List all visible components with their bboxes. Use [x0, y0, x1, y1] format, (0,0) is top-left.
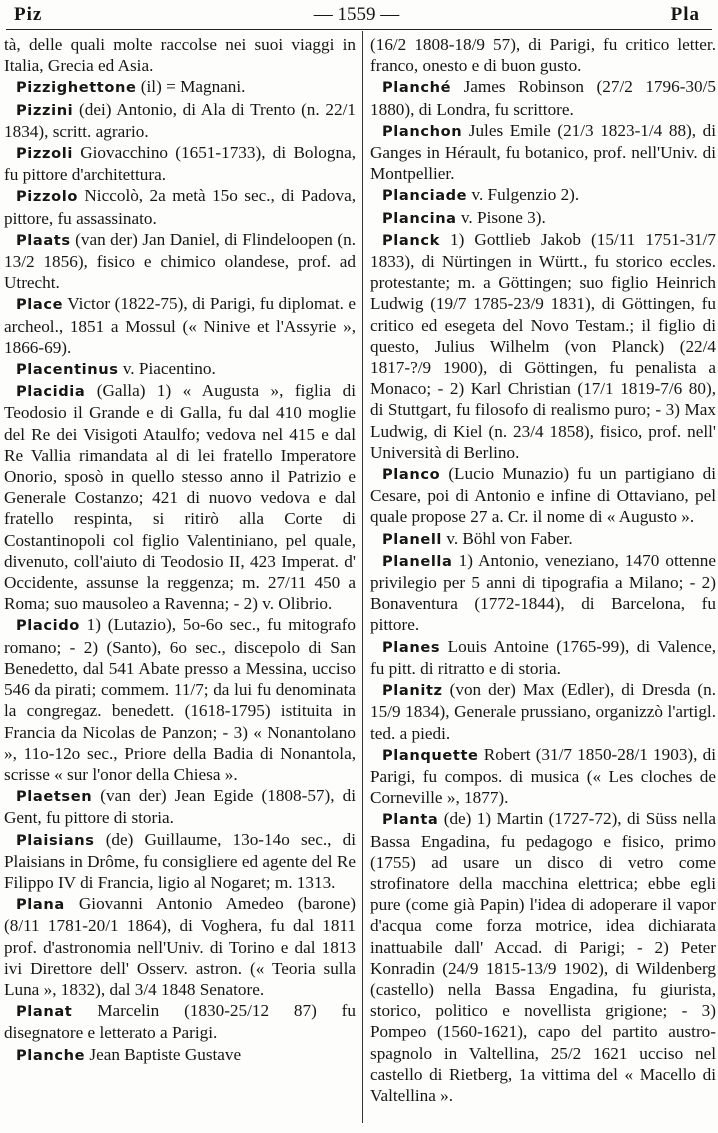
dictionary-entry [4, 614, 356, 785]
dictionary-entry [4, 358, 356, 380]
entry-text: (dei) Antonio, di Ala di Trento (n. 22/1 1834), scritt. agrario. [4, 99, 356, 141]
dictionary-entry [370, 808, 716, 1106]
entry-text: Giovanni Antonio Amedeo (barone) (8/11 1781-20/1 1864), di Voghera, fu dal 1811 prof. d'astronomia nell'Univ. di Torino e dal 1813 ivi Direttore dell' Osserv. astron. (« Teoria sulla Luna », 1832), dal 3/4 1848 Senatore. [4, 894, 356, 999]
entry-text: (Galla) 1) « Augusta », figlia di Teodosio il Grande e di Galla, fu dal 410 moglie del Re dei Visigoti Ataulfo; vedova nel 415 e dal Re Vallia rimandata al di lei fratello Imperatore Onorio, sposò in quello stesso anno il Patrizio e Generale Costanzo; 421 di nuovo vedova e dal fratello respinta, si ritirò alla Corte di Costantinopoli col figlio Valentiniano, pel quale, divenuto, coll'aiuto di Teodosio II, 423 Imperat. d' Occidente, assunse la reggenza; m. 27/11 450 a Roma; suo mausoleo a Ravenna; - 2) v. Olibrio. [4, 381, 356, 614]
entry-text: v. Pisone 3). [456, 207, 546, 227]
entry-headword: Plana [16, 896, 65, 914]
dictionary-entry [370, 184, 716, 206]
entry-text: Jean Baptiste Gustave [85, 1044, 242, 1064]
dictionary-entry [370, 76, 716, 119]
left-column [4, 34, 356, 1066]
entry-text: (de) Guillaume, 13o-14o sec., di Plaisians in Drôme, fu consigliere ed agente del Re Filippo IV di Francia, ligio al Nogaret; m. 1313. [4, 829, 356, 892]
entry-text: (von der) Max (Edler), di Dresda (n. 15/9 1834), Generale prussiano, organizzò l'artigl. ted. a piedi. [370, 680, 716, 743]
entry-headword: Planco [382, 466, 441, 484]
dictionary-entry [4, 1044, 356, 1066]
entry-headword: Pizzighettone [16, 79, 137, 97]
entry-headword: Plaisians [16, 831, 95, 849]
entry-text: Louis Antoine (1765-99), di Valence, fu pitt. di ritratto e di storia. [370, 636, 716, 678]
dictionary-entry [4, 185, 356, 228]
dictionary-entry [4, 1000, 356, 1043]
entry-text: 1) Gottlieb Jakob (15/11 1751-31/7 1833), di Nürtingen in Württ., fu storico eccles. protestante; m. a Göttingen; suo figlio Heinrich Ludwig (19/7 1785-23/9 1831), di Göttingen, fu critico ed esegeta del Novo Testam.; il figlio di questo, Julius Wilhelm (von Planck) (22/4 1817-?/9 1900), di Göttingen, fu penalista a Monaco; - 2) Karl Christian (17/1 1819-7/6 80), di Stuttgart, fu filosofo di realismo puro; - 3) Max Ludwig, di Kiel (n. 23/4 1858), fisico, prof. nell' Università di Berlino. [370, 229, 716, 462]
page-number: — 1559 — [313, 4, 400, 25]
entry-headword: Plaats [16, 231, 71, 249]
entry-text: 1) Antonio, veneziano, 1470 ottenne privilegio per 5 anni di tipografia a Milano; - 2) Bonaventura (1772-1844), di Barcelona, fu pittore. [370, 550, 716, 635]
dictionary-entry [4, 99, 356, 142]
dictionary-entry [4, 229, 356, 294]
entry-headword: Plaetsen [16, 788, 93, 806]
dictionary-entry [370, 744, 716, 809]
entry-headword: Planell [382, 530, 443, 548]
entry-text: Marcelin (1830-25/12 87) fu disegnatore e letterato a Parigi. [4, 1001, 356, 1043]
entry-headword: Pizzolo [16, 188, 78, 206]
dictionary-entry [4, 76, 356, 98]
dictionary-entry [4, 893, 356, 1000]
entry-text: v. Böhl von Faber. [442, 528, 573, 548]
dictionary-entry [4, 293, 356, 358]
dictionary-entry [4, 380, 356, 614]
column-divider [362, 31, 363, 1123]
entry-headword: Planes [382, 638, 441, 656]
entry-headword: Placentinus [16, 361, 119, 379]
entry-text: (van der) Jan Daniel, di Flindeloopen (n. 13/2 1856), fisico e chimico olandese, prof. ad Utrecht. [4, 229, 356, 293]
dictionary-entry [370, 463, 716, 528]
dictionary-entry [4, 34, 356, 76]
header-right-guideword: Pla [670, 4, 700, 25]
dictionary-entry [370, 229, 716, 463]
entry-text: (de) 1) Martin (1727-72), di Süss nella Bassa Engadina, fu pedagogo e fisico, primo (1755) ad usare un disco di vetro come strofinatore della macchina elettrica; ebbe egli pure (come già Papin) l'idea di adoperare il vapor d'acqua come forza motrice, idea dichiarata inattuabile dall' Accad. di Parigi; - 2) Peter Konradin (24/9 1815-13/9 1902), di Wildenberg (castello) nella Bassa Engadina, fu giurista, storico, politico e novellista grigione; - 3) Pompeo (1560-1621), capo del partito austro-spagnolo in Valtellina, 25/2 1621 ucciso nel castello di Rietberg, 1a vittima del « Macello di Valtellina ». [370, 809, 716, 1105]
entry-text: v. Fulgenzio 2). [467, 185, 580, 205]
dictionary-entry [370, 679, 716, 744]
entry-headword: Planchon [382, 122, 463, 140]
entry-text: Victor (1822-75), di Parigi, fu diplomat. e archeol., 1851 a Mossul (« Ninive et l'Assyrie », 1866-69). [4, 294, 356, 357]
right-column [370, 34, 716, 1106]
entry-headword: Planta [382, 811, 439, 829]
entry-headword: Planella [382, 552, 453, 570]
dictionary-entry [370, 636, 716, 679]
entry-headword: Pizzini [16, 101, 74, 119]
dictionary-entry [4, 142, 356, 185]
dictionary-entry [4, 785, 356, 828]
entry-text: Niccolò, 2a metà 15o sec., di Padova, pittore, fu assassinato. [4, 186, 356, 228]
entry-headword: Planck [382, 231, 440, 249]
entry-text: Jules Emile (21/3 1823-1/4 88), di Ganges in Hérault, fu botanico, prof. nell'Univ. di Montpellier. [370, 120, 716, 184]
header-rule [6, 29, 712, 30]
entry-text: Robert (31/7 1850-28/1 1903), di Parigi, fu compos. di musica (« Les cloches de Corneville », 1877). [370, 744, 716, 808]
entry-text: tà, delle quali molte raccolse nei suoi viaggi in Italia, Grecia ed Asia. [4, 35, 356, 76]
entry-text: Giovacchino (1651-1733), di Bologna, fu pittore d'architettura. [4, 143, 356, 185]
entry-headword: Planitz [382, 682, 443, 700]
entry-headword: Pizzoli [16, 145, 73, 163]
entry-text: v. Piacentino. [118, 359, 216, 379]
dictionary-entry [370, 550, 716, 636]
entry-headword: Planquette [382, 746, 479, 764]
dictionary-entry [370, 34, 716, 76]
dictionary-entry [370, 120, 716, 185]
entry-headword: Plancina [382, 209, 457, 227]
entry-text: (16/2 1808-18/9 57), di Parigi, fu critico letter. franco, onesto e di buon gusto. [370, 35, 716, 76]
entry-headword: Placido [16, 617, 80, 635]
dictionary-entry [370, 207, 716, 229]
header-left-guideword: Piz [14, 4, 43, 25]
dictionary-entry [4, 829, 356, 894]
entry-headword: Placidia [16, 383, 86, 401]
entry-headword: Place [16, 296, 64, 314]
entry-text: (il) = Magnani. [136, 77, 246, 97]
entry-headword: Planciade [382, 187, 468, 205]
entry-headword: Planat [16, 1003, 73, 1021]
entry-text: (Lucio Munazio) fu un partigiano di Cesare, poi di Antonio e infine di Ottaviano, pel quale propose 27 a. Cr. il nome di « Augusto ». [370, 464, 716, 527]
entry-text: James Robinson (27/2 1796-30/5 1880), di Londra, fu scrittore. [370, 77, 716, 119]
entry-text: (van der) Jean Egide (1808-57), di Gent, fu pittore di storia. [4, 786, 356, 828]
page-header [0, 0, 718, 30]
entry-headword: Planche [16, 1046, 86, 1064]
dictionary-entry [370, 528, 716, 550]
entry-text: 1) (Lutazio), 5o-6o sec., fu mitografo romano; - 2) (Santo), 6o sec., discepolo di San Benedetto, dal 541 Abate presso a Messina, ucciso 546 da pirati; commem. 11/7; da lui fu denominata la congregaz. benedett. (1618-1795) istituita in Francia da Nicolas de Panzon; - 3) « Nonantolano », 11o-12o sec., Priore della Badia di Nonantola, scrisse « sur l'onor della Chiesa ». [4, 615, 356, 784]
entry-headword: Planché [382, 79, 452, 97]
